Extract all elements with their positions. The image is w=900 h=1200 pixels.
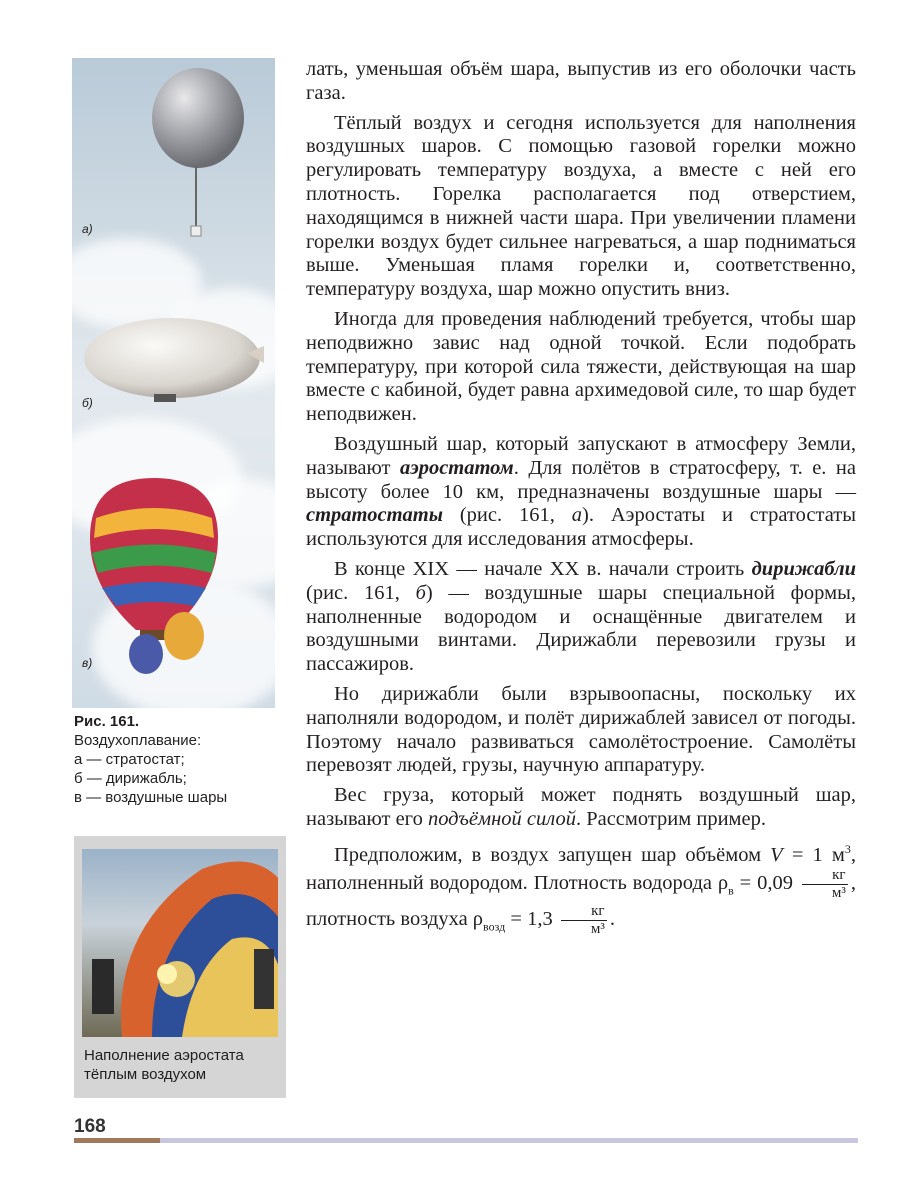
- paragraph-4: Воздушный шар, который запускают в атмосферу Земли, называют аэростатом. Для полётов в стратосферу, т. е. на высоту более 10 км, предназначены воздушные шары — стратостаты (рис. 161, а). Аэростаты и стратостаты используются для исследования атмосферы.: [306, 432, 856, 551]
- footer-rule-accent: [74, 1138, 160, 1143]
- paragraph-6: Но дирижабли были взрывоопасны, поскольку их наполняли водородом, и полёт дирижаблей зависел от погоды. Поэтому начало развиваться самолётостроение. Самолёты перевозят людей, грузы, научную аппаратуру.: [306, 682, 856, 777]
- photo-caption: [84, 1046, 280, 1084]
- unit-fraction-1: $\frac{кг}{\text{м³}}$: [802, 867, 848, 902]
- paragraph-3: Иногда для проведения наблюдений требуется, чтобы шар неподвижно завис над одной точкой. Если подобрать температуру, при которой сила тяжести, действующая на шар вместе с кабиной, будет равна архимедовой силе, то шар будет неподвижен.: [306, 307, 856, 426]
- term-dirigible: дирижабли: [751, 557, 856, 580]
- figure-caption: [74, 712, 284, 807]
- photo-caption-line1: Наполнение аэростата: [84, 1047, 244, 1064]
- paragraph-8: Предположим, в воздух запущен шар объёмом V = 1 $м^3$, наполненный водородом. Плотность водорода $\rho_в = 0,09$ $\frac{кг}{\text{м³}}$ , плотность воздуха $\rho_{возд} = 1,3$ $\frac{кг}{\text{м³}}$ .: [306, 841, 856, 938]
- dirigible: [84, 318, 264, 402]
- figure-161-image: [72, 58, 275, 708]
- photo-caption-line2: тёплым воздухом: [84, 1066, 207, 1083]
- caption-item-a: а — стратостат;: [74, 751, 185, 768]
- stratostat-balloon: [152, 68, 244, 236]
- unit-fraction-2: $\frac{кг}{\text{м³}}$: [561, 903, 607, 938]
- paragraph-7: Вес груза, который может поднять воздушный шар, называют его подъёмной силой. Рассмотрим пример.: [306, 784, 856, 830]
- paragraph-5: В конце XIX — начале XX в. начали строить дирижабли (рис. 161, б) — воздушные шары специальной формы, наполненные водородом и оснащённые двигателем и воздушными винтами. Дирижабли перевозили грузы и пассажиров.: [306, 557, 856, 676]
- balloon-filling-photo: [82, 849, 278, 1037]
- paragraph-2: Тёплый воздух и сегодня используется для наполнения воздушных шаров. С помощью газовой горелки можно регулировать температуру воздуха, а вместе с ней его плотность. Горелка располагается под отверстием, находящимся в нижней части шара. При увеличении пламени горелки воздух будет сильнее нагреваться, а шар подниматься выше. Уменьшая пламя горелки и, соответственно, температуру воздуха, шар можно опустить вниз.: [306, 111, 856, 301]
- footer-rule: [160, 1138, 858, 1143]
- page-number: 168: [74, 1116, 106, 1137]
- caption-item-c: в — воздушные шары: [74, 789, 228, 806]
- main-text: [306, 58, 856, 946]
- caption-title: Воздухоплавание:: [74, 732, 202, 749]
- term-stratostat: стратостаты: [306, 504, 443, 527]
- hot-air-balloons: [90, 478, 218, 674]
- figure-label-a: а): [82, 222, 93, 236]
- figure-label-b: б): [82, 396, 93, 410]
- caption-item-b: б — дирижабль;: [74, 770, 187, 787]
- term-aerostat: аэростатом: [399, 456, 514, 479]
- term-lifting-force: подъёмной силой: [427, 807, 576, 830]
- caption-number: Рис. 161.: [74, 713, 140, 730]
- photo-inset: [74, 836, 286, 1098]
- figure-label-c: в): [82, 656, 93, 670]
- paragraph-1: лать, уменьшая объём шара, выпустив из его оболочки часть газа.: [306, 58, 856, 104]
